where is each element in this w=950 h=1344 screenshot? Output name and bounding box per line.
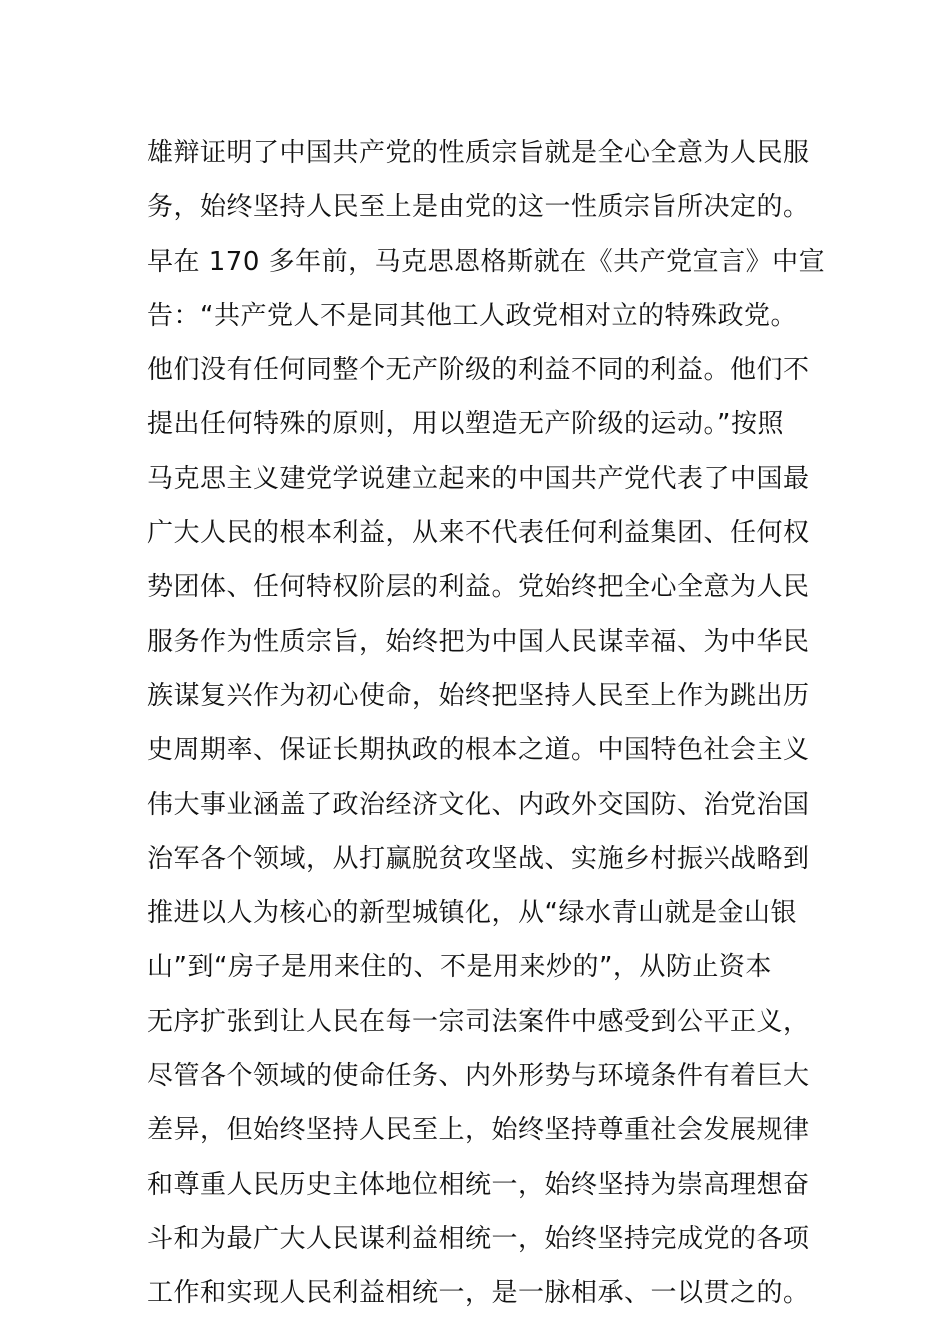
text-line: 雄辩证明了中国共产党的性质宗旨就是全心全意为人民服: [147, 138, 810, 168]
text-line: 早在 170 多年前，马克思恩格斯就在《共产党宣言》中宣: [147, 246, 826, 277]
text-line: 史周期率、保证长期执政的根本之道。中国特色社会主义: [147, 735, 810, 766]
text-line: 伟大事业涵盖了政治经济文化、内政外交国防、治党治国: [147, 789, 810, 820]
text-line: 他们没有任何同整个无产阶级的利益不同的利益。他们不: [147, 355, 810, 386]
text-line: 族谋复兴作为初心使命，始终把坚持人民至上作为跳出历: [147, 680, 810, 711]
body-paragraph: [147, 126, 827, 1321]
text-line: 广大人民的根本利益，从来不代表任何利益集团、任何权: [147, 518, 810, 549]
text-line: 提出任何特殊的原则，用以塑造无产阶级的运动。”按照: [147, 409, 784, 440]
text-line: 推进以人为核心的新型城镇化，从“绿水青山就是金山银: [147, 898, 797, 929]
text-line: 差异，但始终坚持人民至上，始终坚持尊重社会发展规律: [147, 1115, 810, 1146]
text-line: 山”到“房子是用来住的、不是用来炒的”，从防止资本: [147, 952, 772, 983]
text-line: 告：“共产党人不是同其他工人政党相对立的特殊政党。: [147, 300, 797, 331]
text-line: 务，始终坚持人民至上是由党的这一性质宗旨所决定的。: [147, 192, 810, 223]
text-line: 马克思主义建党学说建立起来的中国共产党代表了中国最: [147, 463, 810, 494]
text-line: 势团体、任何特权阶层的利益。党始终把全心全意为人民: [147, 572, 810, 603]
text-line: 服务作为性质宗旨，始终把为中国人民谋幸福、为中华民: [147, 626, 810, 657]
text-line: 尽管各个领域的使命任务、内外形势与环境条件有着巨大: [147, 1061, 810, 1092]
text-line: 和尊重人民历史主体地位相统一，始终坚持为崇高理想奋: [147, 1169, 810, 1200]
text-line: 无序扩张到让人民在每一宗司法案件中感受到公平正义，: [147, 1006, 810, 1037]
text-line: 工作和实现人民利益相统一，是一脉相承、一以贯之的。: [147, 1278, 810, 1309]
text-line: 治军各个领域，从打赢脱贫攻坚战、实施乡村振兴战略到: [147, 843, 810, 874]
text-line: 斗和为最广大人民谋利益相统一，始终坚持完成党的各项: [147, 1223, 810, 1254]
